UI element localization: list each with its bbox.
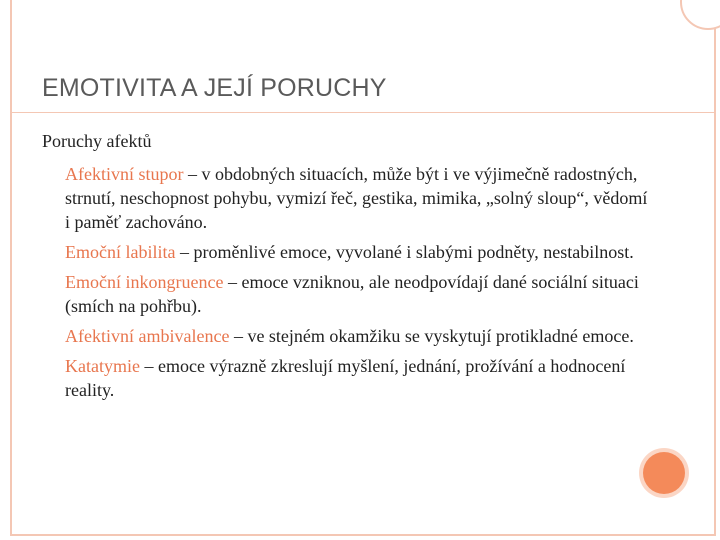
disorder-list bbox=[65, 162, 650, 408]
item-term: Afektivní ambivalence bbox=[65, 326, 230, 346]
section-heading: Poruchy afektů bbox=[42, 131, 152, 151]
decorative-circle-inner bbox=[643, 452, 685, 494]
slide-title: EMOTIVITA A JEJÍ PORUCHY bbox=[42, 74, 387, 102]
item-description: – ve stejném okamžiku se vyskytují protikladné emoce. bbox=[229, 326, 634, 346]
item-description: – emoce výrazně zkreslují myšlení, jednání, prožívání a hodnocení reality. bbox=[65, 356, 626, 400]
list-item bbox=[65, 240, 650, 264]
item-description: – emoce vzniknou, ale neodpovídají dané sociální situaci (smích na pohřbu). bbox=[65, 272, 639, 316]
list-item bbox=[65, 162, 650, 234]
list-item bbox=[65, 324, 650, 348]
item-description: – v obdobných situacích, může být i ve výjimečně radostných, strnutí, neschopnost pohybu, vymizí řeč, gestika, mimika, „solný sloup“, vědomí i paměť zachováno. bbox=[65, 164, 648, 232]
list-item bbox=[65, 354, 650, 402]
item-term: Emoční labilita bbox=[65, 242, 176, 262]
item-description: – proměnlivé emoce, vyvolané i slabými podněty, nestabilnost. bbox=[175, 242, 634, 262]
list-item bbox=[65, 270, 650, 318]
item-term: Afektivní stupor bbox=[65, 164, 184, 184]
title-divider bbox=[10, 112, 716, 113]
item-term: Katatymie bbox=[65, 356, 140, 376]
item-term: Emoční inkongruence bbox=[65, 272, 224, 292]
